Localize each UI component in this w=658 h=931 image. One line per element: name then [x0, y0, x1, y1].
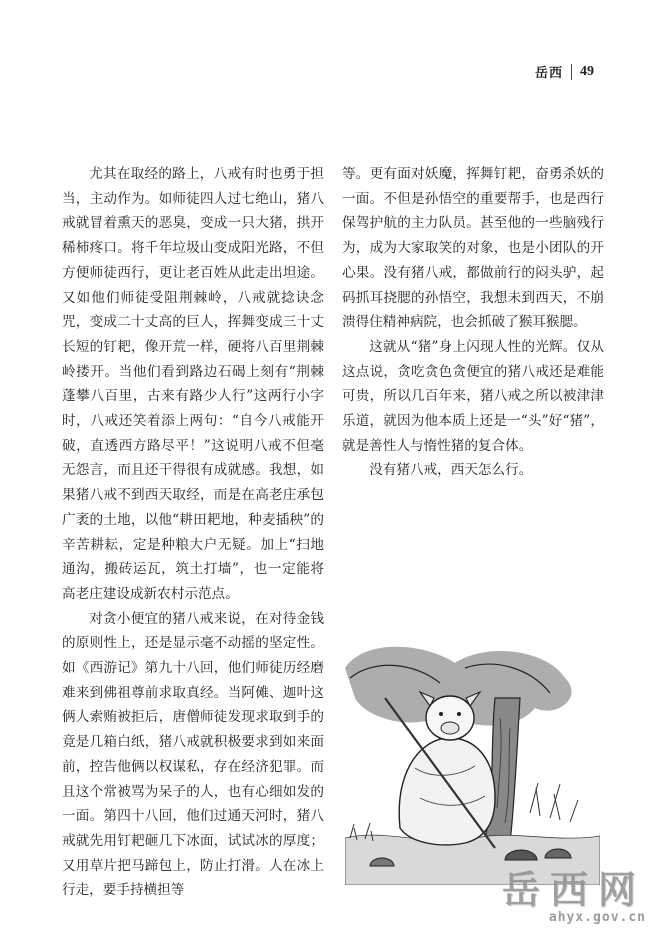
- right-column: [342, 162, 604, 483]
- left-paragraph-2: 对贪小便宜的猪八戒来说，在对待金钱的原则性上，还是显示毫不动摇的坚定性。如《西游记》第九十八回，他们师徒历经磨难来到佛祖尊前求取真经。当阿傩、迦叶这俩人索贿被拒后，唐僧师徒发现求取到手的竟是几箱白纸，猪八戒就积极要求到如来面前，控告他俩以权谋私，存在经济犯罪。而且这个常被骂为呆子的人，也有心细如发的一面。第四十八回，他们过通天河时，猪八戒就先用钉耙砸几下冰面，试试冰的厚度；又用草片把马蹄包上，防止打滑。人在冰上行走，要手持横担等: [62, 610, 324, 899]
- watermark-title: 岳西网: [501, 867, 646, 912]
- page-header: [535, 62, 594, 81]
- header-brand: 岳西: [534, 66, 563, 81]
- right-paragraph-1: 等。更有面对妖魔，挥舞钉耙，奋勇杀妖的一面。不但是孙悟空的重要帮手，也是西行保驾护航的主力队员。甚至他的一些脑残行为，成为大家取笑的对象，也是小团队的开心果。没有猪八戒，都做前行的闷头驴，起码抓耳挠腮的孙悟空，我想未到西天，不崩溃得住精神病院，也会抓破了猴耳猴腮。: [342, 166, 604, 331]
- illustration-drawing: [345, 638, 600, 885]
- left-paragraph-1: 尤其在取经的路上，八戒有时也勇于担当，主动作为。如师徒四人过七绝山，猪八戒就冒着熏天的恶臭，变成一只大猪，拱开稀柿疼口。将千年垃圾山变成阳光路，不但方便师徒西行，更让老百姓从此走出坦途。又如他们师徒受阻荆棘岭，八戒就捻诀念咒，变成二十丈高的巨人，挥舞变成三十丈长短的钉耙，像开荒一样，硬将八百里荆棘岭搂开。当他们看到路边石碣上刻有“荆棘蓬攀八百里，古来有路少人行”这两行小字时，八戒还笑着添上两句：“自今八戒能开破，直透西方路尽平！”这说明八戒不但毫无怨言，而且还干得很有成就感。我想，如果猪八戒不到西天取经，而是在高老庄承包广袤的土地，以他“耕田耙地，种麦插秧”的辛苦耕耘，定是种粮大户无疑。加上“扫地通沟，搬砖运瓦，筑土打墙”，也一定能将高老庄建设成新农村示范点。: [62, 166, 324, 602]
- zhu-bajie-illustration: [345, 638, 600, 885]
- right-paragraph-3: 没有猪八戒，西天怎么行。: [369, 462, 533, 479]
- right-paragraph-2: 这就从“猪”身上闪现人性的光辉。仅从这点说，贪吃贪色贪便宜的猪八戒还是难能可贵，所以几百年来，猪八戒之所以被津津乐道，就因为他本质上还是一“头”好“猪”，就是善性人与惰性猪的复合体。: [342, 338, 604, 454]
- header-divider: [571, 64, 572, 80]
- site-watermark: [502, 859, 646, 925]
- watermark-url: ahyx.gov.cn: [548, 910, 646, 925]
- page-number: 49: [580, 63, 594, 79]
- left-column: [62, 162, 324, 903]
